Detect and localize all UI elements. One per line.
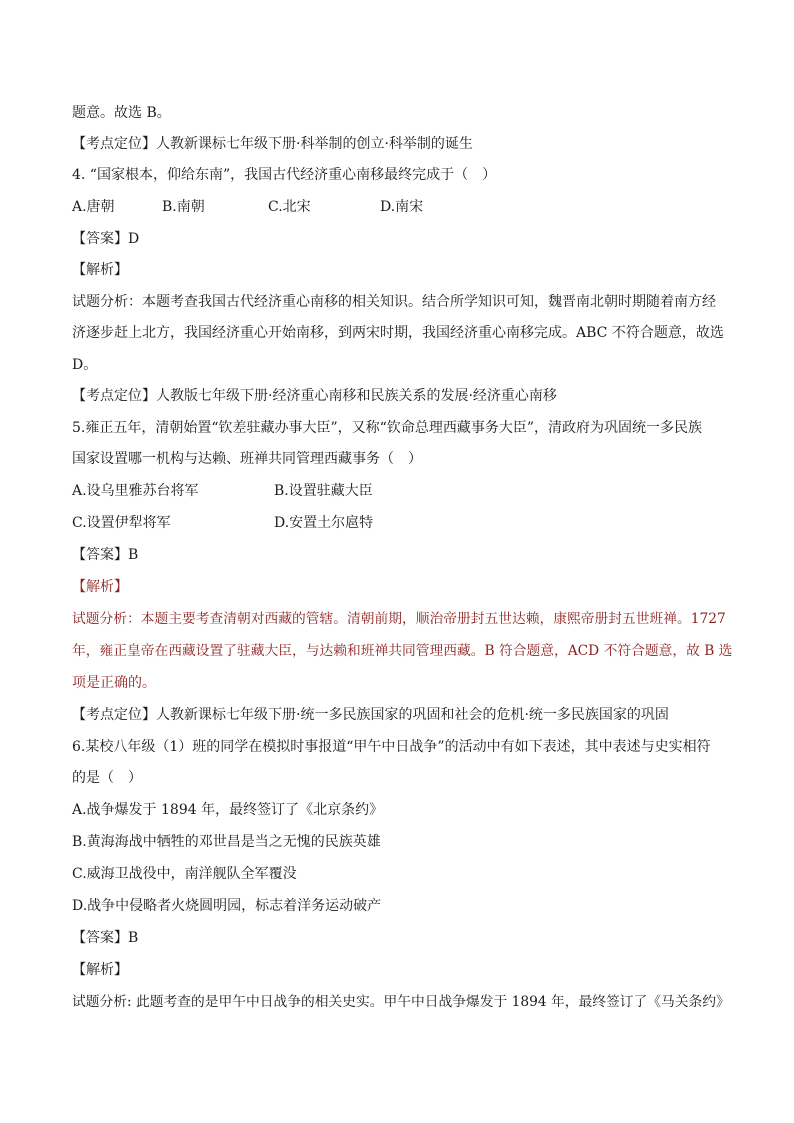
q6-stem-line-1: 6.某校八年级（1）班的同学在模拟时事报道“甲午中日战争”的活动中有如下表述，其中表述与史实相符 xyxy=(72,739,711,755)
q5-stem-line-2: 国家设置哪一机构与达赖、班禅共同管理西藏事务（ ） xyxy=(72,451,422,467)
q5-option-a: A.设乌里雅苏台将军 xyxy=(72,483,199,499)
q5-analysis-label: 【解析】 xyxy=(72,579,128,595)
q4-analysis-label: 【解析】 xyxy=(72,262,128,278)
q4-option-a: A.唐朝 xyxy=(72,199,115,215)
q4-option-c: C.北宋 xyxy=(268,199,311,215)
q5-stem-line-1: 5.雍正五年，清朝始置“钦差驻藏办事大臣”，又称“钦命总理西藏事务大臣”，清政府为巩固统一多民族 xyxy=(72,420,702,436)
q5-option-b: B.设置驻藏大臣 xyxy=(274,483,373,499)
q6-stem-line-2: 的是（ ） xyxy=(72,770,142,786)
q5-answer: 【答案】B xyxy=(72,547,139,563)
q6-answer: 【答案】B xyxy=(72,930,139,946)
q4-analysis-line-3: D。 xyxy=(72,357,98,373)
q6-analysis-line-1: 试题分析: 此题考查的是甲午中日战争的相关史实。甲午中日战争爆发于 1894 年，最终签订了《马关条约》 xyxy=(72,994,730,1010)
q4-analysis-line-2: 济逐步赶上北方，我国经济重心开始南移，到两宋时期，我国经济重心南移完成。ABC 不符合题意，故选 xyxy=(72,325,724,341)
q4-stem: 4. “国家根本，仰给东南”，我国古代经济重心南移最终完成于（ ） xyxy=(72,167,497,183)
q5-analysis-line-2: 年，雍正皇帝在西藏设置了驻藏大臣，与达赖和班禅共同管理西藏。B 符合题意，ACD 不符合题意，故 B 选 xyxy=(72,643,733,659)
q4-option-d: D.南宋 xyxy=(380,199,424,215)
q3-conclusion: 题意。故选 B。 xyxy=(72,105,171,121)
q6-analysis-label: 【解析】 xyxy=(72,962,128,978)
q4-answer: 【答案】D xyxy=(72,231,140,247)
q6-option-b: B.黄海海战中牺牲的邓世昌是当之无愧的民族英雄 xyxy=(72,834,381,850)
q5-option-d: D.安置土尔扈特 xyxy=(274,515,374,531)
q5-option-c: C.设置伊犁将军 xyxy=(72,515,171,531)
q4-kaodian: 【考点定位】人教版七年级下册·经济重心南移和民族关系的发展·经济重心南移 xyxy=(72,388,557,404)
q4-option-b: B.南朝 xyxy=(162,199,205,215)
q3-kaodian: 【考点定位】人教新课标七年级下册·科举制的创立·科举制的诞生 xyxy=(72,136,473,152)
q4-analysis-line-1: 试题分析：本题考查我国古代经济重心南移的相关知识。结合所学知识可知，魏晋南北朝时期随着南方经 xyxy=(72,294,716,310)
q6-option-a: A.战争爆发于 1894 年，最终签订了《北京条约》 xyxy=(72,802,384,818)
q5-kaodian: 【考点定位】人教新课标七年级下册·统一多民族国家的巩固和社会的危机·统一多民族国家的巩固 xyxy=(72,707,669,723)
q6-option-d: D.战争中侵略者火烧圆明园，标志着洋务运动破产 xyxy=(72,898,382,914)
q5-analysis-line-1: 试题分析：本题主要考查清朝对西藏的管辖。清朝前期，顺治帝册封五世达赖，康熙帝册封五世班禅。1727 xyxy=(72,611,726,627)
q6-option-c: C.威海卫战役中，南洋舰队全军覆没 xyxy=(72,866,297,882)
q5-analysis-line-3: 项是正确的。 xyxy=(72,675,156,691)
